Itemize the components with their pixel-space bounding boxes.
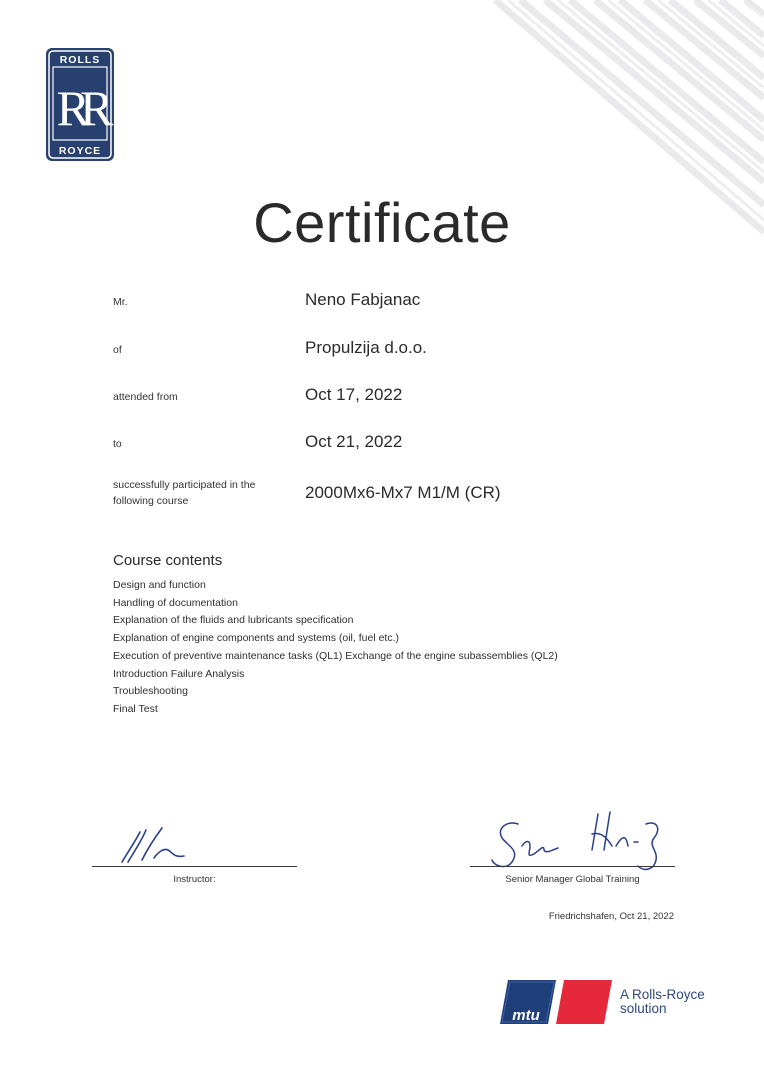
to-label: to bbox=[113, 438, 122, 450]
course-name: 2000Mx6-Mx7 M1/M (CR) bbox=[305, 483, 501, 502]
logo-brand-top: ROLLS bbox=[59, 54, 101, 66]
course-item: Handling of documentation bbox=[113, 596, 238, 609]
participated-label-line1: successfully participated in the bbox=[113, 479, 256, 491]
mtu-logo bbox=[498, 978, 613, 1026]
mtu-tagline-line2: solution bbox=[620, 1001, 667, 1016]
course-item: Explanation of the fluids and lubricants specification bbox=[113, 614, 354, 627]
instructor-caption: Instructor: bbox=[173, 874, 216, 885]
course-item: Troubleshooting bbox=[113, 685, 188, 698]
mtu-tagline bbox=[620, 988, 705, 1016]
manager-signature bbox=[488, 806, 673, 881]
date-to: Oct 21, 2022 bbox=[305, 432, 403, 451]
place-and-date: Friedrichshafen, Oct 21, 2022 bbox=[548, 911, 674, 922]
rolls-royce-logo bbox=[45, 47, 115, 162]
participated-label bbox=[113, 477, 255, 509]
certificate-title: Certificate bbox=[253, 191, 511, 254]
course-contents-heading: Course contents bbox=[113, 552, 223, 569]
participated-label-line2: following course bbox=[113, 495, 189, 507]
logo-brand-bottom: ROYCE bbox=[58, 145, 102, 157]
date-from: Oct 17, 2022 bbox=[305, 385, 403, 404]
course-item: Execution of preventive maintenance tasks (QL1) Exchange of the engine subassemblies (QL2) bbox=[113, 649, 558, 662]
course-item: Final Test bbox=[113, 702, 158, 715]
course-item: Design and function bbox=[113, 579, 206, 591]
manager-signature-line bbox=[470, 866, 675, 867]
mtu-tagline-line1: A Rolls-Royce bbox=[620, 987, 705, 1002]
logo-monogram: RR bbox=[56, 80, 104, 136]
participant-name: Neno Fabjanac bbox=[305, 290, 421, 309]
course-contents-list bbox=[113, 577, 558, 719]
instructor-signature-line bbox=[92, 866, 297, 867]
course-item: Explanation of engine components and systems (oil, fuel etc.) bbox=[113, 632, 399, 645]
attended-from-label: attended from bbox=[113, 391, 178, 403]
mtu-logo-text: mtu bbox=[512, 1007, 540, 1024]
course-item: Introduction Failure Analysis bbox=[113, 667, 245, 680]
company-name: Propulzija d.o.o. bbox=[305, 338, 427, 357]
salutation-label: Mr. bbox=[113, 296, 128, 308]
instructor-signature bbox=[118, 822, 198, 867]
of-label: of bbox=[113, 344, 122, 356]
manager-caption: Senior Manager Global Training bbox=[505, 874, 640, 885]
